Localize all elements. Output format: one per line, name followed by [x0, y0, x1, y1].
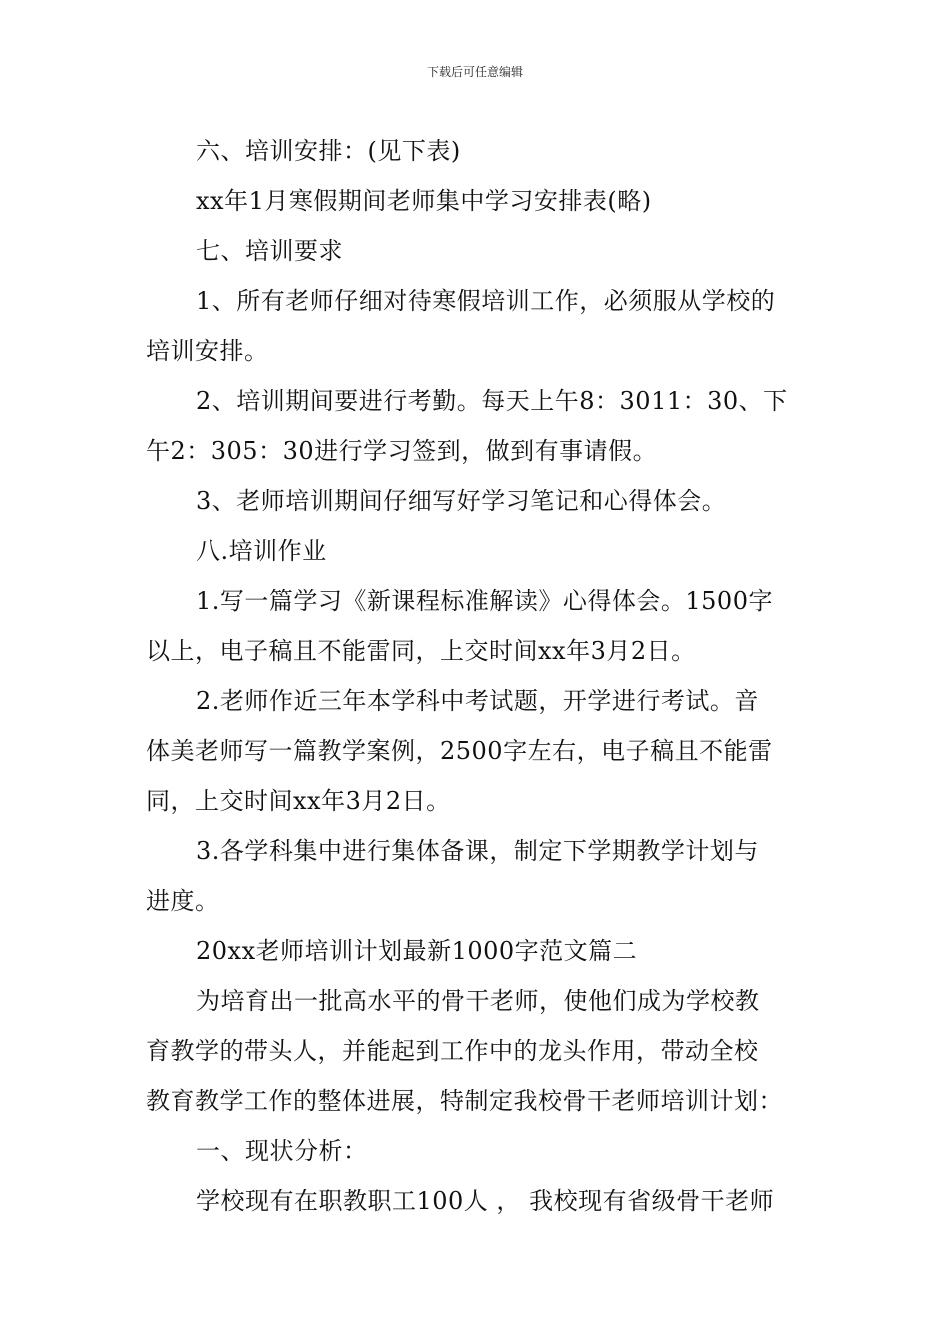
article-title: 20xx老师培训计划最新1000字范文篇二 [196, 937, 638, 965]
paragraph-line: 3、老师培训期间仔细写好学习笔记和心得体会。 [196, 487, 727, 515]
paragraph-line: 2、培训期间要进行考勤。每天上午8：3011：30、下 [196, 387, 788, 415]
section-heading-1: 一、现状分析： [196, 1137, 368, 1165]
section-heading-8: 八.培训作业 [196, 537, 327, 565]
paragraph-line: 3.各学科集中进行集体备课，制定下学期教学计划与 [196, 837, 759, 865]
paragraph-line: 教育教学工作的整体进展，特制定我校骨干老师培训计划： [146, 1087, 783, 1115]
paragraph-line: 以上，电子稿且不能雷同，上交时间xx年3月2日。 [146, 637, 696, 665]
paragraph-line: 1.写一篇学习《新课程标准解读》心得体会。1500字 [196, 587, 773, 615]
paragraph-line: 育教学的带头人，并能起到工作中的龙头作用，带动全校 [146, 1037, 759, 1065]
paragraph-line: 进度。 [146, 887, 220, 915]
paragraph-line: 同，上交时间xx年3月2日。 [146, 787, 451, 815]
section-heading-7: 七、培训要求 [196, 237, 343, 265]
paragraph-line: 1、所有老师仔细对待寒假培训工作，必须服从学校的 [196, 287, 776, 315]
paragraph-line: 为培育出一批高水平的骨干老师，使他们成为学校教 [196, 987, 760, 1015]
section-heading-6: 六、培训安排：(见下表) [196, 137, 461, 165]
paragraph-line: 午2：305：30进行学习签到，做到有事请假。 [146, 437, 658, 465]
paragraph-line: 2.老师作近三年本学科中考试题，开学进行考试。音 [196, 687, 759, 715]
paragraph-line: 学校现有在职教职工100人 ， 我校现有省级骨干老师 [196, 1187, 775, 1215]
document-body [146, 126, 810, 1226]
page-header-note: 下载后可任意编辑 [426, 65, 523, 79]
paragraph-line: 体美老师写一篇教学案例，2500字左右，电子稿且不能雷 [146, 737, 773, 765]
paragraph-line: xx年1月寒假期间老师集中学习安排表(略) [196, 187, 652, 215]
paragraph-line: 培训安排。 [146, 337, 269, 365]
